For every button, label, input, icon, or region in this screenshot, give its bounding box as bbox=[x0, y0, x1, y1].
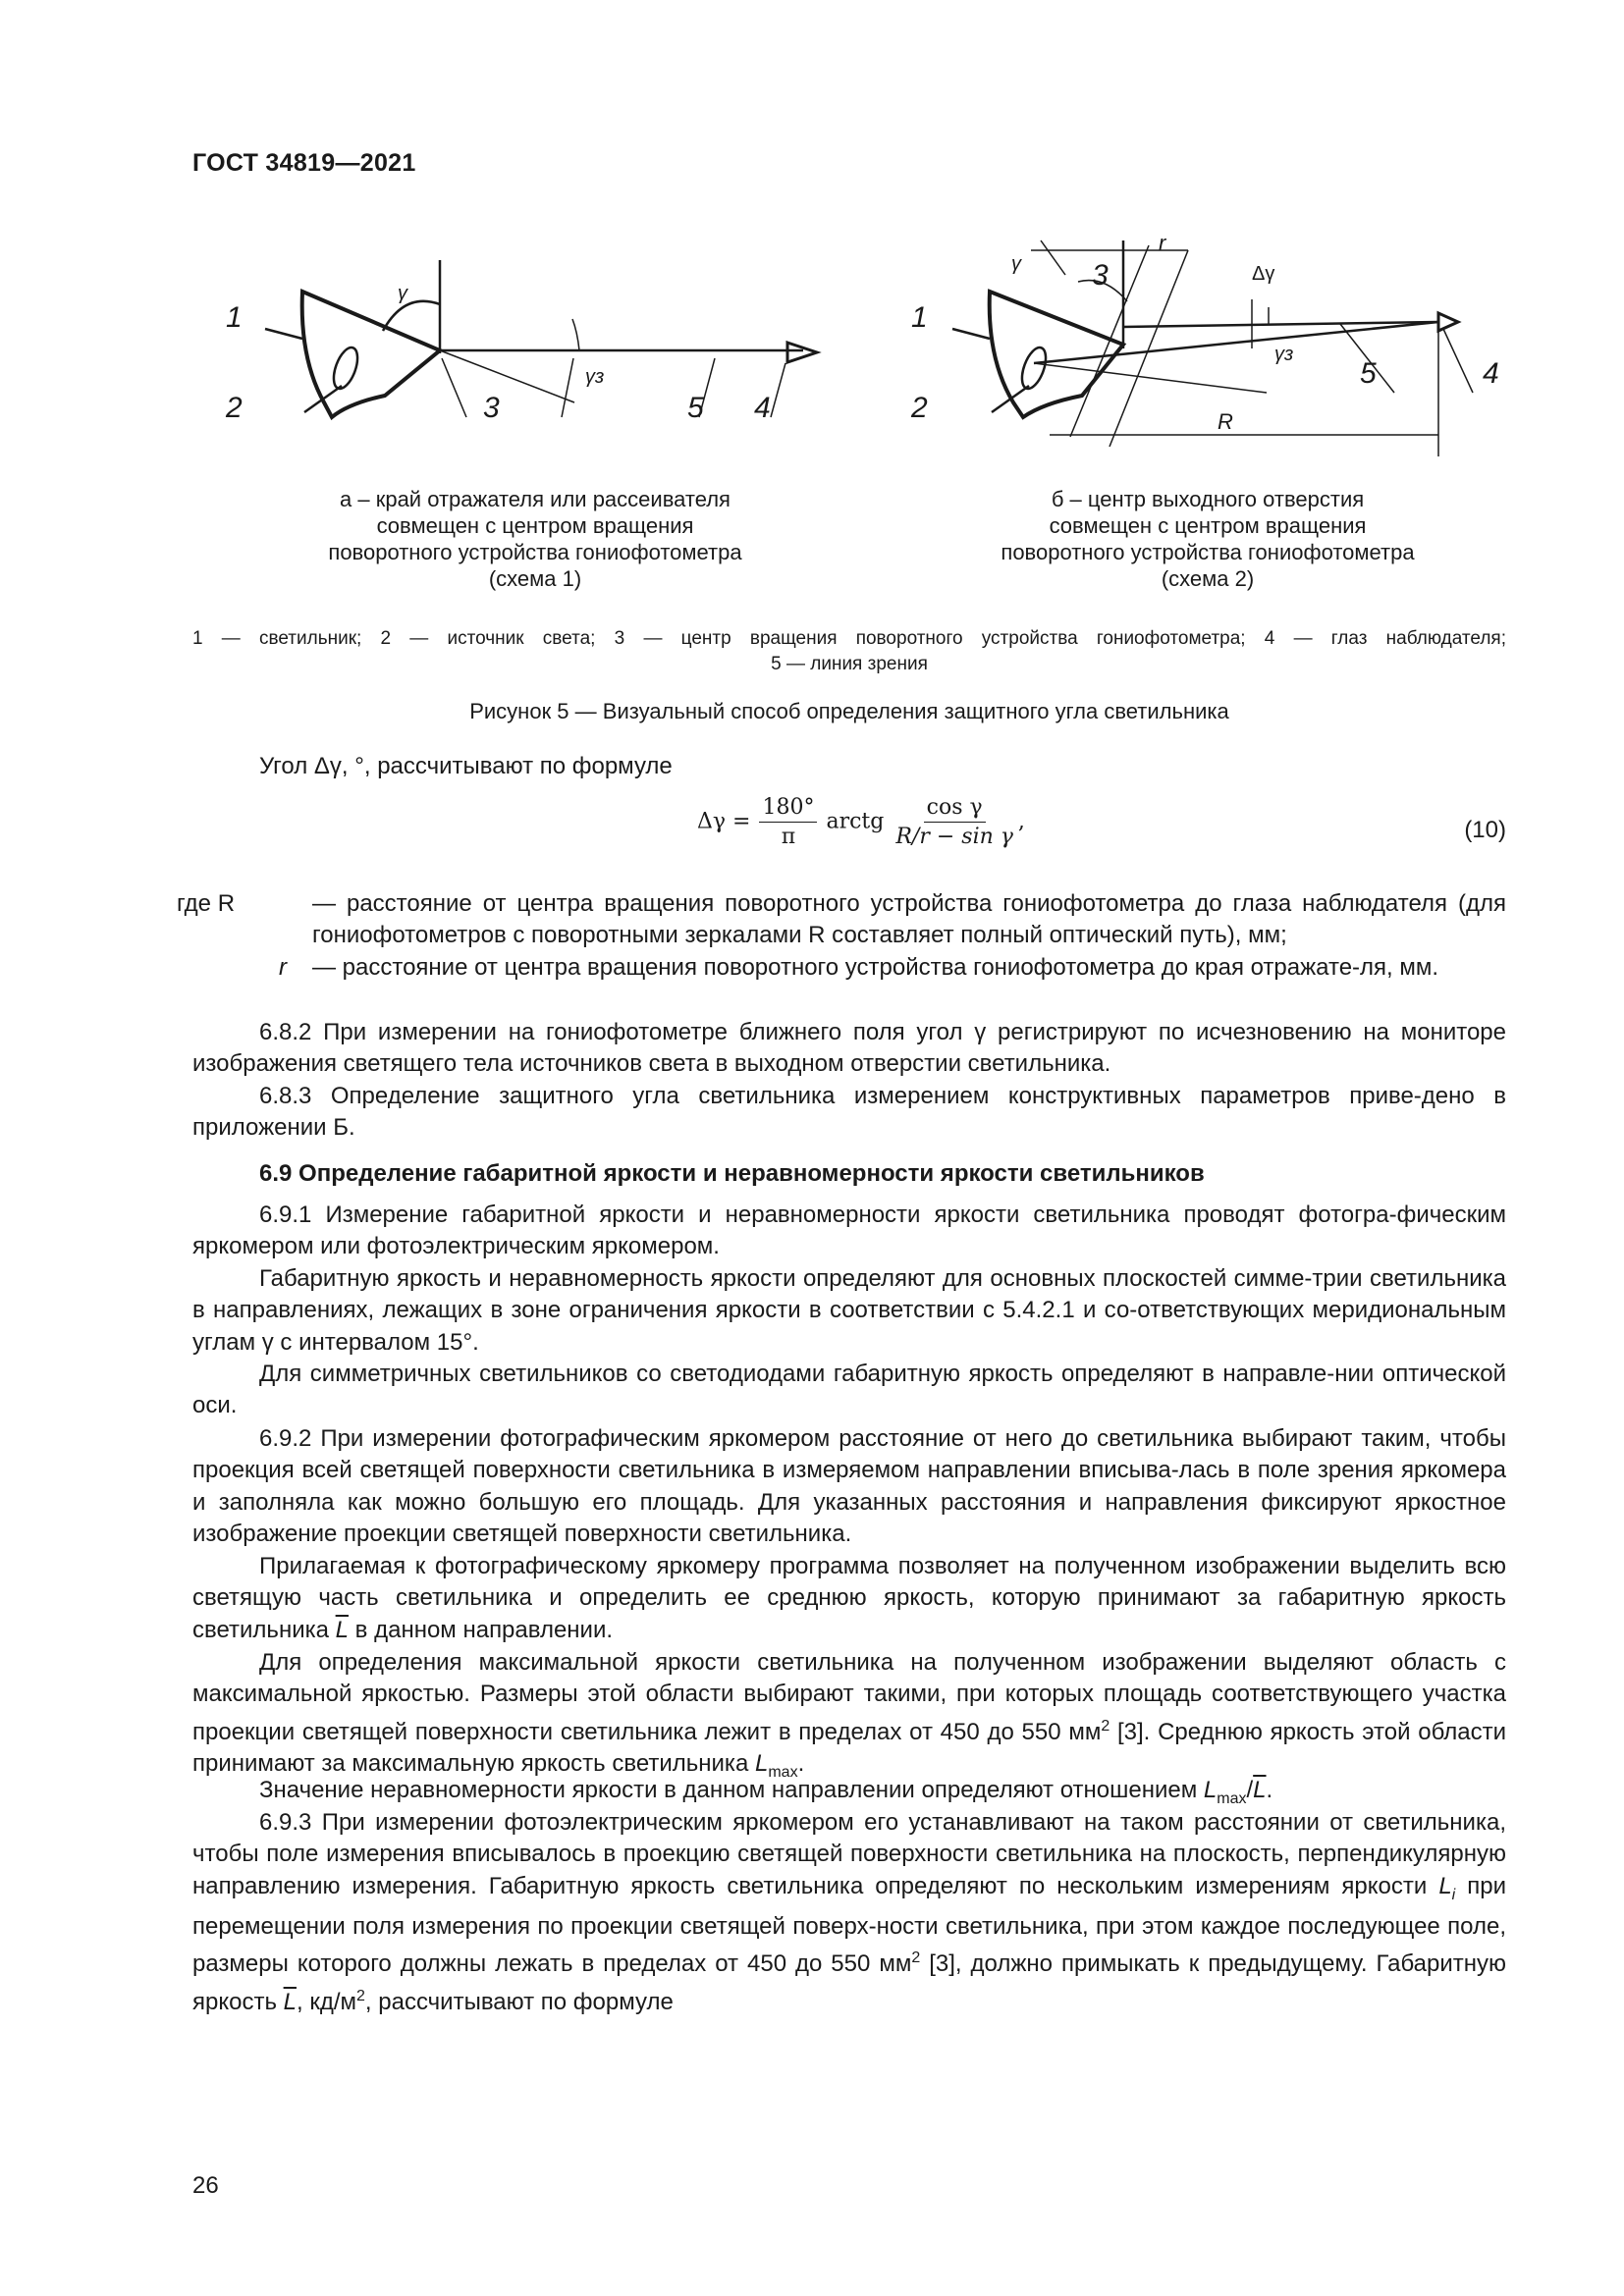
text-run: [3], должно примыкать к предыдущему. Габаритную яркость bbox=[192, 1950, 1506, 2015]
subscript-i: i bbox=[1451, 1886, 1456, 1903]
text-run: Прилагаемая к фотографическому яркомеру программа позволяет на полученном изображении выделить всю светящую часть светильника и определить ее среднюю яркость, которую принимают за габаритную яркость светильника bbox=[192, 1553, 1506, 1643]
symbol-L: L bbox=[1203, 1777, 1218, 1803]
label-2-left: 2 bbox=[226, 392, 243, 424]
label-1-right: 1 bbox=[911, 301, 928, 334]
label-4-right: 4 bbox=[1483, 357, 1499, 390]
paragraph-6-8-3: 6.8.3 Определение защитного угла светильника измерением конструктивных параметров приве-дено в приложении Б. bbox=[192, 1083, 1506, 1142]
label-gamma3-right: γз bbox=[1274, 344, 1294, 365]
formula-lhs: Δγ = bbox=[697, 809, 751, 834]
caption-left-line: совмещен с центром вращения bbox=[376, 513, 694, 538]
light-source-1 bbox=[329, 345, 362, 392]
symbol-L-bar: $\overline{L}$ bbox=[1253, 1777, 1267, 1803]
paragraph-6-9-2: 6.9.2 При измерении фотографическим яркомером расстояние от него до светильника выбирают таким, чтобы проекция всей светящей поверхности светильника в измеряемом направлении вписыва-лась в поле зрения яркомера и заполняла как можно большую его площадь. Для указанных расстояния и направления фиксируют яркостное изображение проекции светящей поверхности светильника. bbox=[192, 1425, 1506, 1548]
scheme-2 bbox=[952, 240, 1473, 456]
text-run: . bbox=[1266, 1777, 1273, 1803]
caption-right-line: б – центр выходного отверстия bbox=[1051, 487, 1365, 511]
text-run: . bbox=[797, 1750, 805, 1778]
frac2-numerator: cos γ bbox=[924, 795, 986, 823]
formula-tail: , bbox=[1017, 809, 1025, 834]
where-prefix: где R bbox=[177, 890, 236, 917]
text-run: в данном направлении. bbox=[349, 1616, 614, 1643]
label-delta-gamma-right: Δγ bbox=[1252, 263, 1275, 285]
label-5-right: 5 bbox=[1360, 357, 1377, 390]
paragraph-6-9-1: 6.9.1 Измерение габаритной яркости и неравномерности яркости светильника проводят фотогра-фическим яркомером или фотоэлектрическим яркомером. bbox=[192, 1201, 1506, 1260]
scheme-1 bbox=[265, 260, 817, 417]
paragraph-6-9-1-b: Габаритную яркость и неравномерность яркости определяют для основных плоскостей симме-трии светильника в направлениях, лежащих в зоне ограничения яркости в соответствии с 5.4.2.1 и со-ответствующих меридиональным углам γ с интервалом 15°. bbox=[192, 1265, 1506, 1356]
caption-right-line: поворотного устройства гониофотометра bbox=[1001, 540, 1415, 564]
symbol-L-bar: $\overline{L}$ bbox=[283, 1988, 297, 2015]
subscript-max: max bbox=[1217, 1789, 1247, 1807]
where-R-definition: — расстояние от центра вращения поворотного устройства гониофотометра до глаза наблюдателя (для гониофотометров с поворотными зеркалами R составляет полный оптический путь), мм; bbox=[312, 890, 1506, 949]
label-r-right: r bbox=[1159, 231, 1166, 255]
formula-intro: Угол Δγ, °, рассчитывают по формуле bbox=[259, 753, 673, 779]
symbol-L: L bbox=[754, 1750, 769, 1778]
legend-line-2: 5 — линия зрения bbox=[771, 654, 928, 674]
sight-line-2 bbox=[1034, 322, 1438, 363]
figure-5-diagram bbox=[177, 221, 1532, 456]
where-r-definition: — расстояние от центра вращения поворотного устройства гониофотометра до края отражате-ля, мм. bbox=[312, 954, 1439, 981]
light-source-2 bbox=[1017, 345, 1051, 392]
label-1-left: 1 bbox=[226, 301, 243, 334]
caption-left-line: (схема 1) bbox=[488, 566, 582, 591]
text-run: при перемещении поля измерения по проекции светящей поверх-ности светильника, при этом каждое последующее поле, размеры которого должны лежать в пределах от 450 до 550 мм bbox=[192, 1872, 1506, 1978]
figure-caption-left bbox=[265, 486, 805, 592]
caption-right-line: (схема 2) bbox=[1161, 566, 1255, 591]
eye-1 bbox=[787, 343, 817, 362]
caption-right-line: совмещен с центром вращения bbox=[1049, 513, 1367, 538]
section-heading-6-9: 6.9 Определение габаритной яркости и неравномерности яркости светильников bbox=[259, 1160, 1205, 1187]
figure-title: Рисунок 5 — Визуальный способ определения защитного угла светильника bbox=[469, 699, 1229, 723]
superscript: 2 bbox=[1101, 1717, 1110, 1735]
label-3-left: 3 bbox=[483, 392, 500, 424]
eye-2 bbox=[1438, 313, 1458, 331]
frac1-numerator: 180° bbox=[759, 795, 817, 823]
subscript-max: max bbox=[768, 1764, 798, 1782]
text-run: Значение неравномерности яркости в данном направлении определяют отношением bbox=[259, 1777, 1204, 1803]
text-run: Для определения максимальной яркости светильника на полученном изображении выделяют область с максимальной яркостью. Размеры этой области выбирают такими, при которых площадь соответствующего участка проекции светящей поверхности светильника лежит в пределах от 450 до 550 мм bbox=[192, 1649, 1506, 1745]
formula-func: arctg bbox=[826, 809, 885, 834]
label-2-right: 2 bbox=[911, 392, 928, 424]
frac2-denominator: R/r − sin γ bbox=[895, 825, 1013, 849]
label-gamma-left: γ bbox=[398, 283, 407, 304]
figure-caption-right bbox=[933, 486, 1483, 592]
superscript: 2 bbox=[356, 1987, 365, 2004]
text-run: , рассчитывают по формуле bbox=[364, 1988, 674, 2015]
label-3-right: 3 bbox=[1092, 259, 1109, 292]
text-run: , кд/м bbox=[296, 1988, 356, 2015]
label-5-left: 5 bbox=[687, 392, 704, 424]
symbol-L-bar: $\overline{L}$ bbox=[335, 1616, 349, 1643]
fraction-cos bbox=[893, 795, 1016, 849]
label-gamma3-left: γз bbox=[585, 366, 605, 388]
document-header: ГОСТ 34819—2021 bbox=[192, 149, 416, 177]
text-run: 6.9.3 При измерении фотоэлектрическим яркомером его устанавливают на таком расстоянии от светильника, чтобы поле измерения вписывалось в проекцию светящей поверхности светильника на плоскость, перпендикулярную направлению измерения. Габаритную яркость светильника определяют по нескольким измерениям яркости bbox=[192, 1809, 1506, 1899]
caption-left-line: поворотного устройства гониофотометра bbox=[328, 540, 742, 564]
figure-legend bbox=[192, 626, 1506, 677]
equation-number: (10) bbox=[1464, 817, 1506, 843]
label-gamma-right: γ bbox=[1011, 253, 1021, 275]
paragraph-6-8-2: 6.8.2 При измерении на гониофотометре ближнего поля угол γ регистрируют по исчезновению на мониторе изображения светящего тела источников света в выходном отверстии светильника. bbox=[192, 1019, 1506, 1078]
paragraph-6-9-1-c: Для симметричных светильников со светодиодами габаритную яркость определяют в направле-нии оптической оси. bbox=[192, 1361, 1506, 1419]
legend-line-1: 1 — светильник; 2 — источник света; 3 — центр вращения поворотного устройства гониофотометра; 4 — глаз наблюдателя; bbox=[192, 628, 1506, 649]
text-run: / bbox=[1246, 1777, 1254, 1803]
formula-10 bbox=[697, 795, 1025, 849]
where-r-term: r bbox=[279, 954, 287, 981]
paragraph-6-9-2-c bbox=[192, 1647, 1506, 1789]
text-run: [3]. Среднюю яркость этой области принимают за максимальную яркость светильника bbox=[192, 1718, 1506, 1778]
caption-left-line: а – край отражателя или рассеивателя bbox=[340, 487, 731, 511]
page-number: 26 bbox=[192, 2172, 219, 2199]
frac1-denominator: π bbox=[781, 825, 796, 849]
fraction-180-pi bbox=[759, 795, 817, 849]
symbol-L: L bbox=[1438, 1872, 1452, 1899]
label-R-right: R bbox=[1218, 409, 1233, 434]
paragraph-6-9-2-b bbox=[192, 1551, 1506, 1646]
label-4-left: 4 bbox=[754, 392, 771, 424]
paragraph-6-9-3 bbox=[192, 1807, 1506, 2018]
superscript: 2 bbox=[911, 1949, 921, 1967]
